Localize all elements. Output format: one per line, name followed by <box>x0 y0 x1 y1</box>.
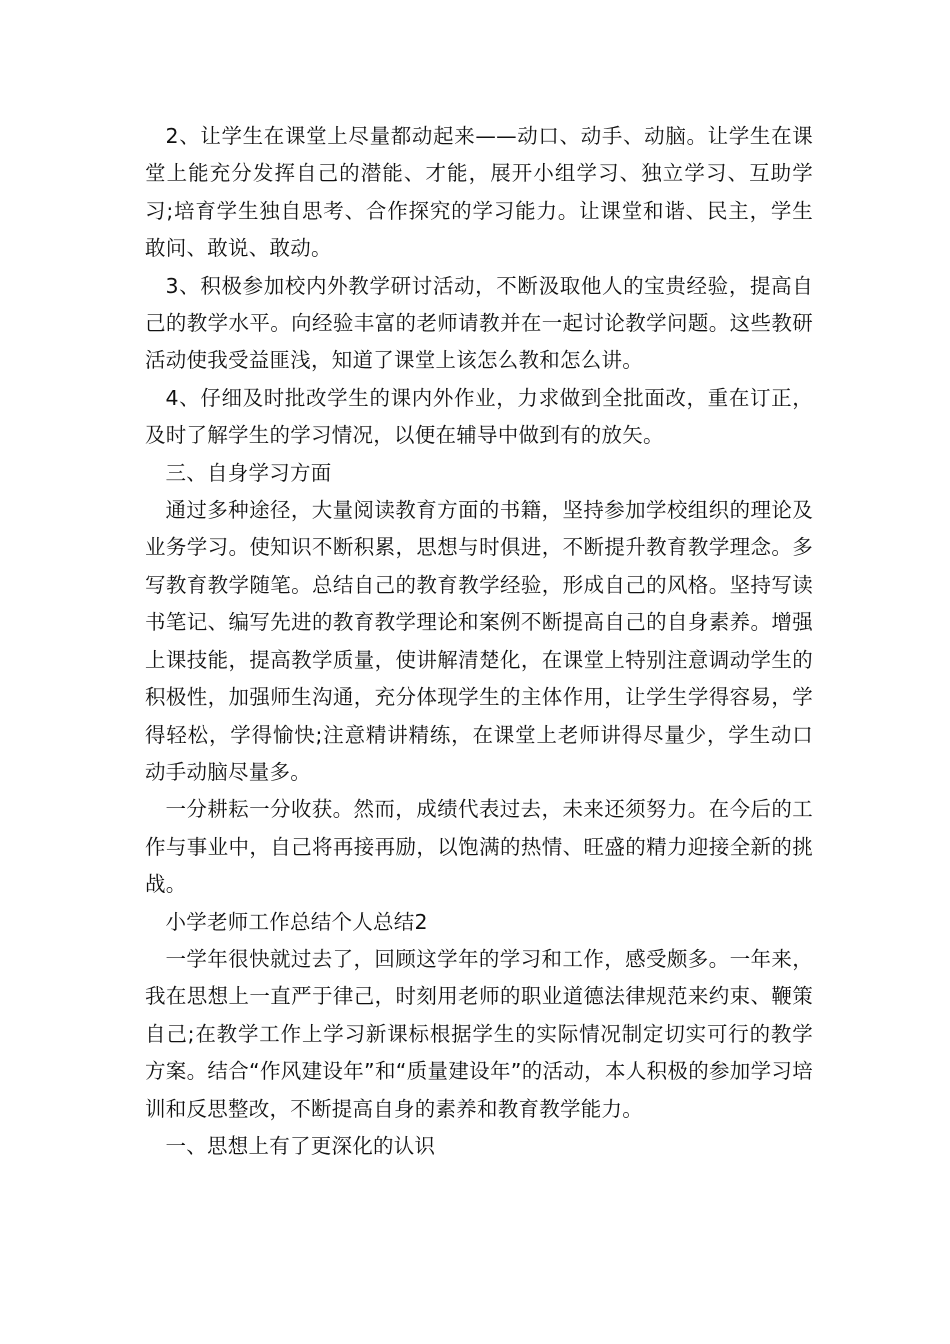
section-heading-self-study: 三、自身学习方面 <box>165 460 332 485</box>
document-body <box>145 118 813 1165</box>
section-heading-thought: 一、思想上有了更深化的认识 <box>165 1133 436 1158</box>
paragraph-self-study: 通过多种途径，大量阅读教育方面的书籍，坚持参加学校组织的理论及业务学习。使知识不断积累，思想与时俱进，不断提升教育教学理念。多写教育教学随笔。总结自己的教育教学经验，形成自己的风格。坚持写读书笔记、编写先进的教育教学理论和案例不断提高自己的自身素养。增强上课技能，提高教学质量，使讲解清楚化，在课堂上特别注意调动学生的积极性，加强师生沟通，充分体现学生的主体作用，让学生学得容易，学得轻松，学得愉快;注意精讲精练，在课堂上老师讲得尽量少，学生动口动手动脑尽量多。 <box>145 498 813 784</box>
paragraph-item-4: 4、仔细及时批改学生的课内外作业，力求做到全批面改，重在订正，及时了解学生的学习情况，以便在辅导中做到有的放矢。 <box>145 385 813 448</box>
paragraph-conclusion: 一分耕耘一分收获。然而，成绩代表过去，未来还须努力。在今后的工作与事业中，自己将再接再励，以饱满的热情、旺盛的精力迎接全新的挑战。 <box>145 797 813 897</box>
document-subtitle: 小学老师工作总结个人总结2 <box>165 909 428 934</box>
paragraph-item-2: 2、让学生在课堂上尽量都动起来——动口、动手、动脑。让学生在课堂上能充分发挥自己的潜能、才能，展开小组学习、独立学习、互助学习;培育学生独自思考、合作探究的学习能力。让课堂和谐、民主，学生敢问、敢说、敢动。 <box>145 124 813 261</box>
paragraph-item-3: 3、积极参加校内外教学研讨活动，不断汲取他人的宝贵经验，提高自己的教学水平。向经验丰富的老师请教并在一起讨论教学问题。这些教研活动使我受益匪浅，知道了课堂上该怎么教和怎么讲。 <box>145 273 813 373</box>
paragraph-intro-2: 一学年很快就过去了，回顾这学年的学习和工作，感受颇多。一年来，我在思想上一直严于律己，时刻用老师的职业道德法律规范来约束、鞭策自己;在教学工作上学习新课标根据学生的实际情况制定切实可行的教学方案。结合“作风建设年”和“质量建设年”的活动，本人积极的参加学习培训和反思整改，不断提高自身的素养和教育教学能力。 <box>145 946 813 1121</box>
